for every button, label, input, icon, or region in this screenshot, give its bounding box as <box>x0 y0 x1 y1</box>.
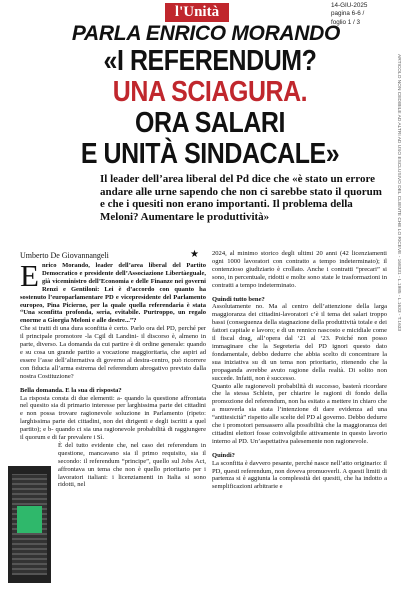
headline-line-1: «I REFERENDUM? <box>103 45 317 77</box>
question-heading: Quindi? <box>212 451 235 459</box>
newspaper-logo: l'Unità <box>165 3 229 22</box>
headline-kicker: PARLA ENRICO MORANDO <box>71 22 341 45</box>
side-note: ARTICOLO NON CEDIBILE AD ALTRI AD USO ESCLUSIVO DEL CLIENTE CHE LO RICEVE - 168331 - L.1985 - L.1633 - T.1633 <box>396 54 401 332</box>
article-paragraph: Assolutamente no. Ma al centro dell’attenzione della larga maggioranza dei cittadini-lavoratori c’è il tema dei salari troppo bassi (conseguenza della stagnazione della produttività totale e dei fattori capitale e lavoro; e di un rennico nascosto e micidiale come il fiscal drag, all’opera dal ‘21 al ‘23. Poiché non posso immaginare che la Segreteria del PD ignori questo dato fondamentale, debbo dedurre che abbia scelto di concentrare la sua iniziativa su di un tema non prioritario, ritenendo che la propaganda avrebbe avuto ragione della realtà. Di solito non succede. Infatti, non è successo. <box>212 303 387 382</box>
clipping-date: 14-GIU-2025 <box>331 2 368 9</box>
headline-line-3: ORA SALARI <box>135 107 285 139</box>
article-paragraph: La sconfitta è davvero pesante, perché nasce nell’atto originario: il PD, questi referendum, non doveva promuoverli. A questi limiti di partenza si è aggiunta la complessità dei quesiti, che ha indotto a semplificazioni arbitrarie e <box>212 459 387 491</box>
dropcap: E <box>20 258 39 293</box>
headline-line-2: UNA SCIAGURA. <box>112 76 308 108</box>
star-icon: ★ <box>190 249 199 260</box>
article-paragraph: 2024, al minimo storico degli ultimi 20 anni (42 licenziamenti ogni 1000 lavoratori con contratto a tempo indeterminato); il contenzioso giudiziario è crollato. Anche i contratti “precari” si sono, in percentuale, ridotti e molte sono state le trasformazioni in contratti a tempo indeterminato. <box>212 250 387 289</box>
headline-line-4: E UNITÀ SINDACALE» <box>80 138 340 170</box>
question-heading: Bella domanda. E la sua di risposta? <box>20 386 122 394</box>
article-summary: Il leader dell’area liberal del Pd dice che «è stato un errore andare alle urne sapendo che non ci sarebbe stato il quorum e che i quesiti non erano importanti. Il problema della Meloni? Aumentare le produttività» <box>100 173 382 223</box>
clipping-page: pagina 6-6 / <box>331 10 365 18</box>
article-paragraph: È del tutto evidente che, nel caso dei referendum in questione, mancavano sia il primo requisito, sia il secondo: il referendum “principe”, quello sul Jobs Act, affrontava un tema che non è quello prioritario per i lavoratori italiani: i licenziamenti in Italia si sono ridotti, nel <box>58 441 206 489</box>
byline-author: Umberto De Giovannangeli <box>20 251 109 260</box>
article-paragraph: Che si tratti di una dura sconfitta è certo. Parlo ora del PD, perché per il principale promotore -la Cgil di Landini- il discorso è, almeno in parte, diverso. La domanda da cui partire è di ordine generale: quando e su cosa un grande partito a vocazione maggioritaria, che aspiri ad essere l’asse dell’alternativa di governo al destra-centro, può ricorrere con fiducia all’arma estrema del referendum abrogativo previsto dalla nostra Costituzione? <box>20 325 206 380</box>
advert-image <box>8 466 51 583</box>
question-heading: Quindi tutto bene? <box>212 295 265 303</box>
article-intro: nrico Morando, leader dell’area liberal del Partito Democratico e presidente dell’Associazione Libertàeguale, già viceministro dell’Economia e delle Finanze nei governi Renzi e Gentiloni: Lei è d’accordo con quanto ha sostenuto l’europarlamentare PD e vicepresidente del Parlamento europeo, Pina Picierno, per la quale quella referendaria è stata “Una sconfitta profonda, seria, evitabile. Purtroppo, un regalo enorme a Giorgia Meloni e alle destre...”? <box>20 262 206 325</box>
article-paragraph: La risposta consta di due elementi: a- quando la questione affrontata nel quesito sia di primario interesse per larghissima parte dei cittadini e non possa trovare ragionevole soluzione in Parlamento (ripeto: larghissima parte dei cittadini, non dei dirigenti e degli iscritti a quel partito); e b- quando ci sia una ragionevole probabilità di raggiungere il quorum e di far prevalere i Sì. <box>20 394 206 442</box>
clipping-sheet: foglio 1 / 3 <box>331 18 361 26</box>
article-column-2 <box>212 250 387 491</box>
article-paragraph: Quanto alle ragionevoli probabilità di successo, basterà ricordare che la stessa Schlein, per chiarire le ragioni di fondo della promozione del referendum, non ha esitato a mettere in chiaro che a muoverla sia stata l’intenzione di dare evidenza ad una “antitesicità” rispetto alle scelte del PD al governo. Debbo dedurre che i promotori pensassero alla possibilità che la maggioranza dei cittadini elettori fosse coinvolgibile attivamente in questo lavorio interno al PD. Un’aspettativa palesemente non ragionevole. <box>212 382 387 445</box>
